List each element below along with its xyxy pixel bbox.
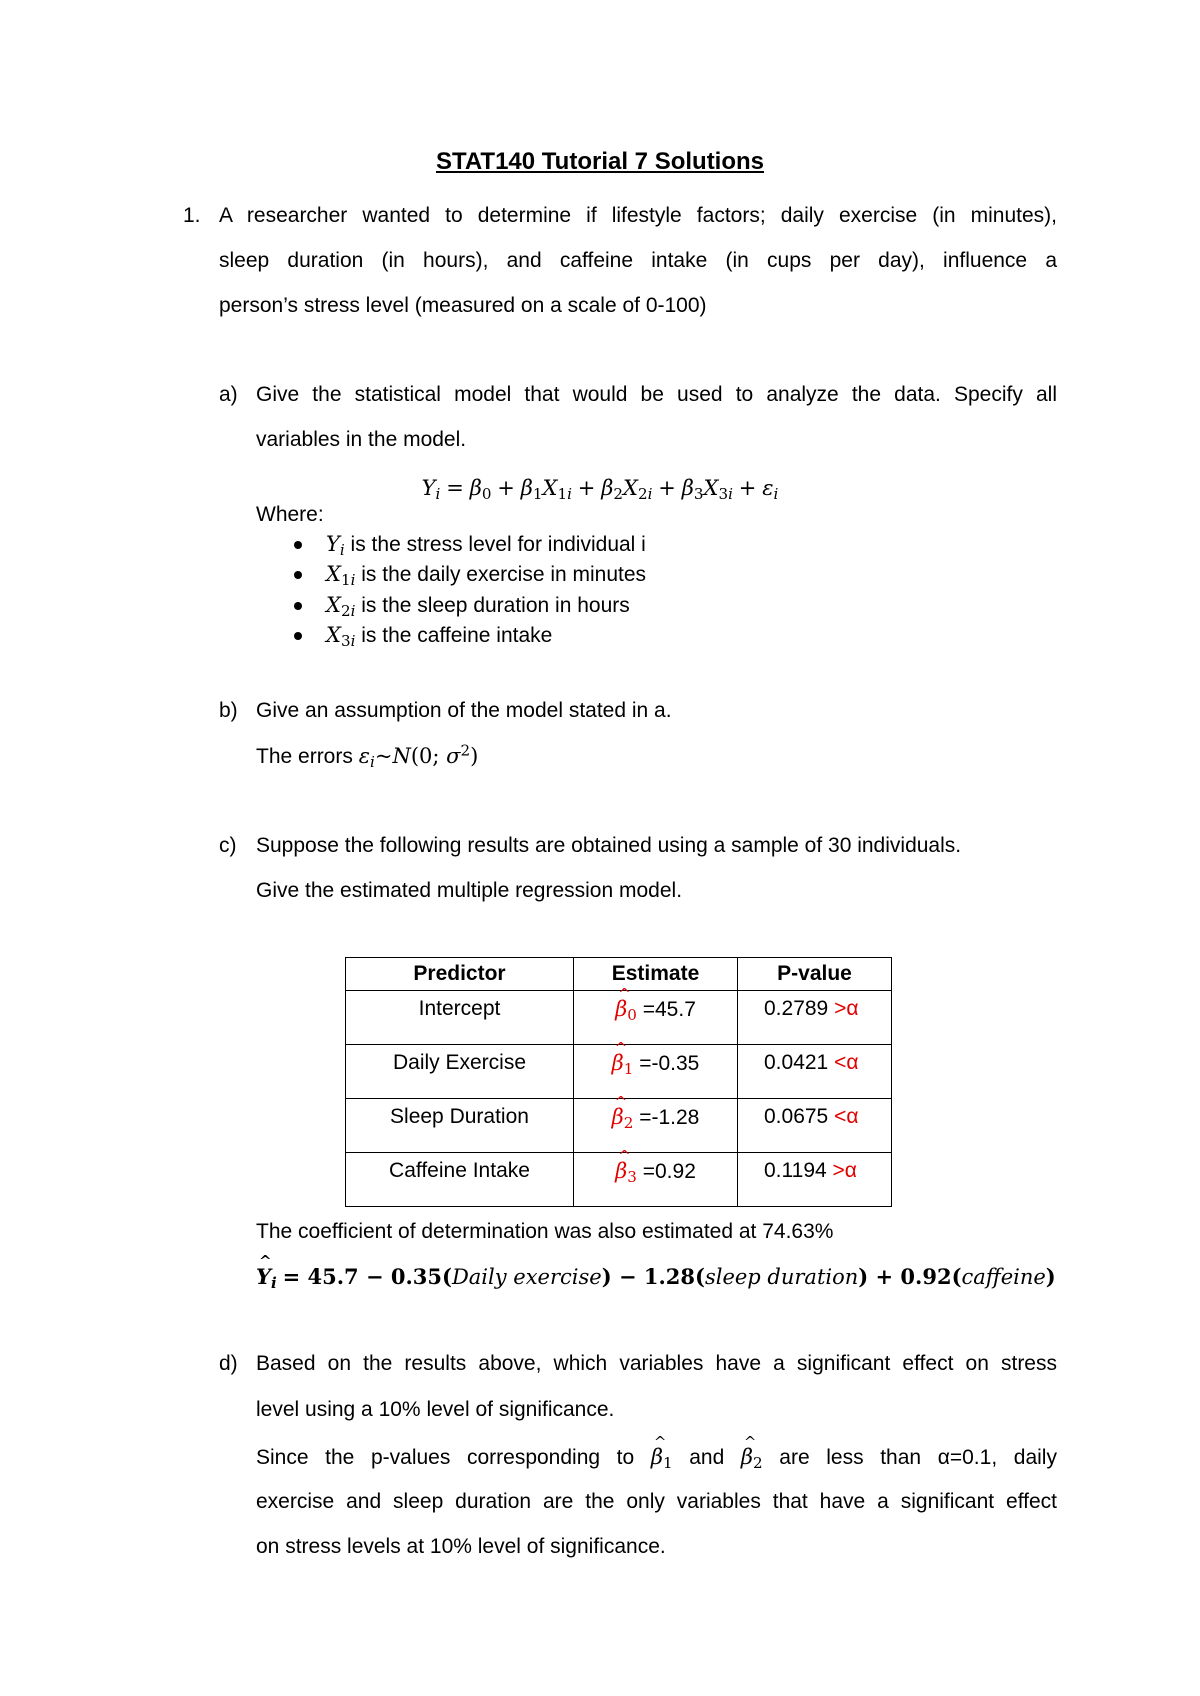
pvalue-cell: 0.1194 >α [738, 1153, 892, 1207]
bullet-dot [294, 541, 302, 549]
part-b-label: b) [219, 699, 238, 722]
variable-definition-y: $Y_i$ is the stress level for individual i [326, 532, 646, 559]
regression-results-table [345, 957, 892, 1207]
part-d-label: d) [219, 1352, 238, 1375]
question-text-line3: person’s stress level (measured on a scale of 0-100) [219, 294, 707, 317]
predictor-cell: Caffeine Intake [346, 1153, 574, 1207]
part-d-answer-line3: on stress levels at 10% level of significance. [256, 1535, 666, 1558]
estimate-cell: ^ $\beta_3 =0.92$ [574, 1153, 738, 1207]
bullet-dot [294, 632, 302, 640]
part-a-question-line2: variables in the model. [256, 428, 467, 451]
bullet-dot [294, 602, 302, 610]
pvalue-cell: 0.0421 <α [738, 1045, 892, 1099]
part-d-question-line2: level using a 10% level of significance. [256, 1398, 615, 1421]
table-row [346, 991, 892, 1045]
fitted-regression-equation: ^ $Y_i = 45.7$ − 0.35(Daily exercise) − 1.28(sleep duration) + 0.92(caffeine) [256, 1264, 1056, 1290]
part-a-label: a) [219, 383, 238, 406]
where-label: Where: [256, 503, 324, 526]
question-text-line1: A researcher wanted to determine if lifestyle factors; daily exercise (in minutes), [219, 204, 1057, 227]
bullet-dot [294, 571, 302, 579]
r-squared-statement: The coefficient of determination was also estimated at 74.63% [256, 1220, 834, 1243]
variable-definition-x3: $X_{3i}$ is the caffeine intake [326, 623, 553, 650]
column-header-estimate: Estimate [574, 958, 738, 991]
variable-definition-x2: $X_{2i}$ is the sleep duration in hours [326, 593, 630, 620]
part-a-question-line1: Give the statistical model that would be used to analyze the data. Specify all [256, 383, 1057, 406]
table-row [346, 1153, 892, 1207]
part-d-question-line1: Based on the results above, which variables have a significant effect on stress [256, 1352, 1057, 1375]
part-b-answer: The errors $\varepsilon_i\sim N(0$; $\sigma^2$) [256, 741, 479, 771]
estimate-cell: ^ $\beta_2 =-1.28$ [574, 1099, 738, 1153]
column-header-predictor: Predictor [346, 958, 574, 991]
predictor-cell: Daily Exercise [346, 1045, 574, 1099]
page-title: STAT140 Tutorial 7 Solutions [435, 148, 765, 175]
estimate-cell: ^ $\beta_0 =45.7$ [574, 991, 738, 1045]
question-text-line2: sleep duration (in hours), and caffeine intake (in cups per day), influence a [219, 249, 1057, 272]
part-d-answer-line2: exercise and sleep duration are the only variables that have a significant effect [256, 1490, 1057, 1513]
part-c-label: c) [219, 834, 237, 857]
pvalue-cell: 0.2789 >α [738, 991, 892, 1045]
pvalue-cell: 0.0675 <α [738, 1099, 892, 1153]
predictor-cell: Intercept [346, 991, 574, 1045]
estimate-cell: ^ $\beta_1 =-0.35$ [574, 1045, 738, 1099]
part-c-question-line2: Give the estimated multiple regression model. [256, 879, 683, 902]
table-row [346, 1045, 892, 1099]
question-number: 1. [183, 204, 201, 227]
part-c-question-line1: Suppose the following results are obtained using a sample of 30 individuals. [256, 834, 962, 857]
part-d-answer-line1: Since the p-values corresponding to ^ $\beta_1$ and ^ $\beta_2$ are less than α=0.1, daily [256, 1445, 1057, 1470]
part-b-question: Give an assumption of the model stated in a. [256, 699, 672, 722]
table-row [346, 1099, 892, 1153]
column-header-pvalue: P-value [738, 958, 892, 991]
variable-definition-x1: $X_{1i}$ is the daily exercise in minutes [326, 562, 647, 589]
predictor-cell: Sleep Duration [346, 1099, 574, 1153]
model-equation: $Y_i = \beta_0 + \beta_1X_{1i} + \beta_2X_{2i} + \beta_3X_{3i} + \varepsilon_i$ [421, 476, 779, 503]
